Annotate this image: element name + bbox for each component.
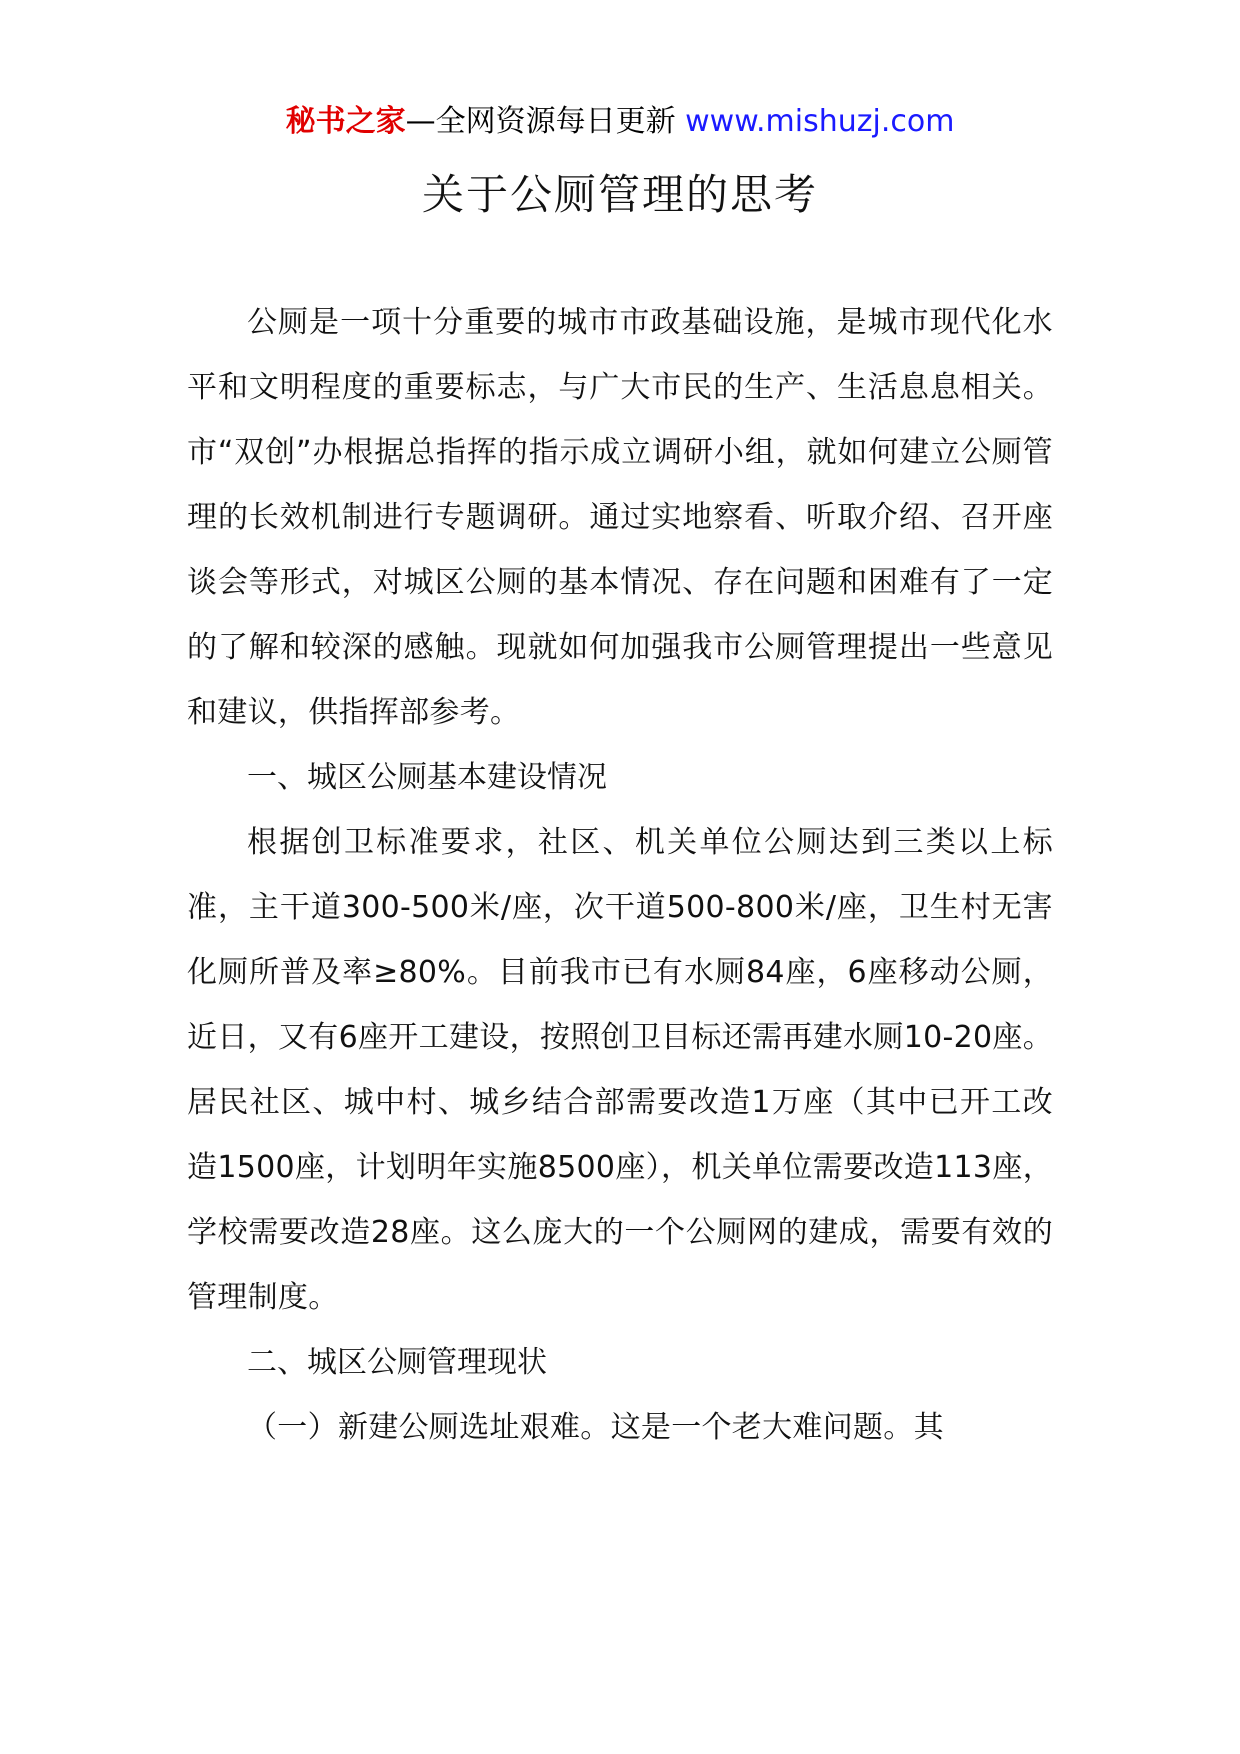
header-tagline: —全网资源每日更新 bbox=[405, 104, 686, 139]
section-2-heading: 二、城区公厕管理现状 bbox=[247, 1345, 547, 1380]
section-1-paragraph: 根据创卫标准要求，社区、机关单位公厕达到三类以上标准，主干道300-500米/座，次干道500-800米/座，卫生村无害化厕所普及率≥80%。目前我市已有水厕84座，6座移动公厕，近日，又有6座开工建设，按照创卫目标还需再建水厕10-20座。居民社区、城中村、城乡结合部需要改造1万座（其中已开工改造1500座，计划明年实施8500座），机关单位需要改造113座，学校需要改造28座。这么庞大的一个公厕网的建成，需要有效的管理制度。 bbox=[187, 825, 1053, 1315]
site-url-link[interactable]: www.mishuzj.com bbox=[685, 104, 955, 139]
section-2-paragraph: （一）新建公厕选址艰难。这是一个老大难问题。其 bbox=[247, 1410, 944, 1445]
document-title: 关于公厕管理的思考 bbox=[421, 170, 818, 219]
document-body bbox=[187, 290, 1053, 1460]
brand-name: 秘书之家 bbox=[285, 104, 406, 139]
section-1-heading: 一、城区公厕基本建设情况 bbox=[247, 760, 607, 795]
site-header bbox=[0, 100, 1240, 144]
intro-paragraph: 公厕是一项十分重要的城市市政基础设施，是城市现代化水平和文明程度的重要标志，与广大市民的生产、生活息息相关。市“双创”办根据总指挥的指示成立调研小组，就如何建立公厕管理的长效机制进行专题调研。通过实地察看、听取介绍、召开座谈会等形式，对城区公厕的基本情况、存在问题和困难有了一定的了解和较深的感触。现就如何加强我市公厕管理提出一些意见和建议，供指挥部参考。 bbox=[187, 305, 1053, 730]
